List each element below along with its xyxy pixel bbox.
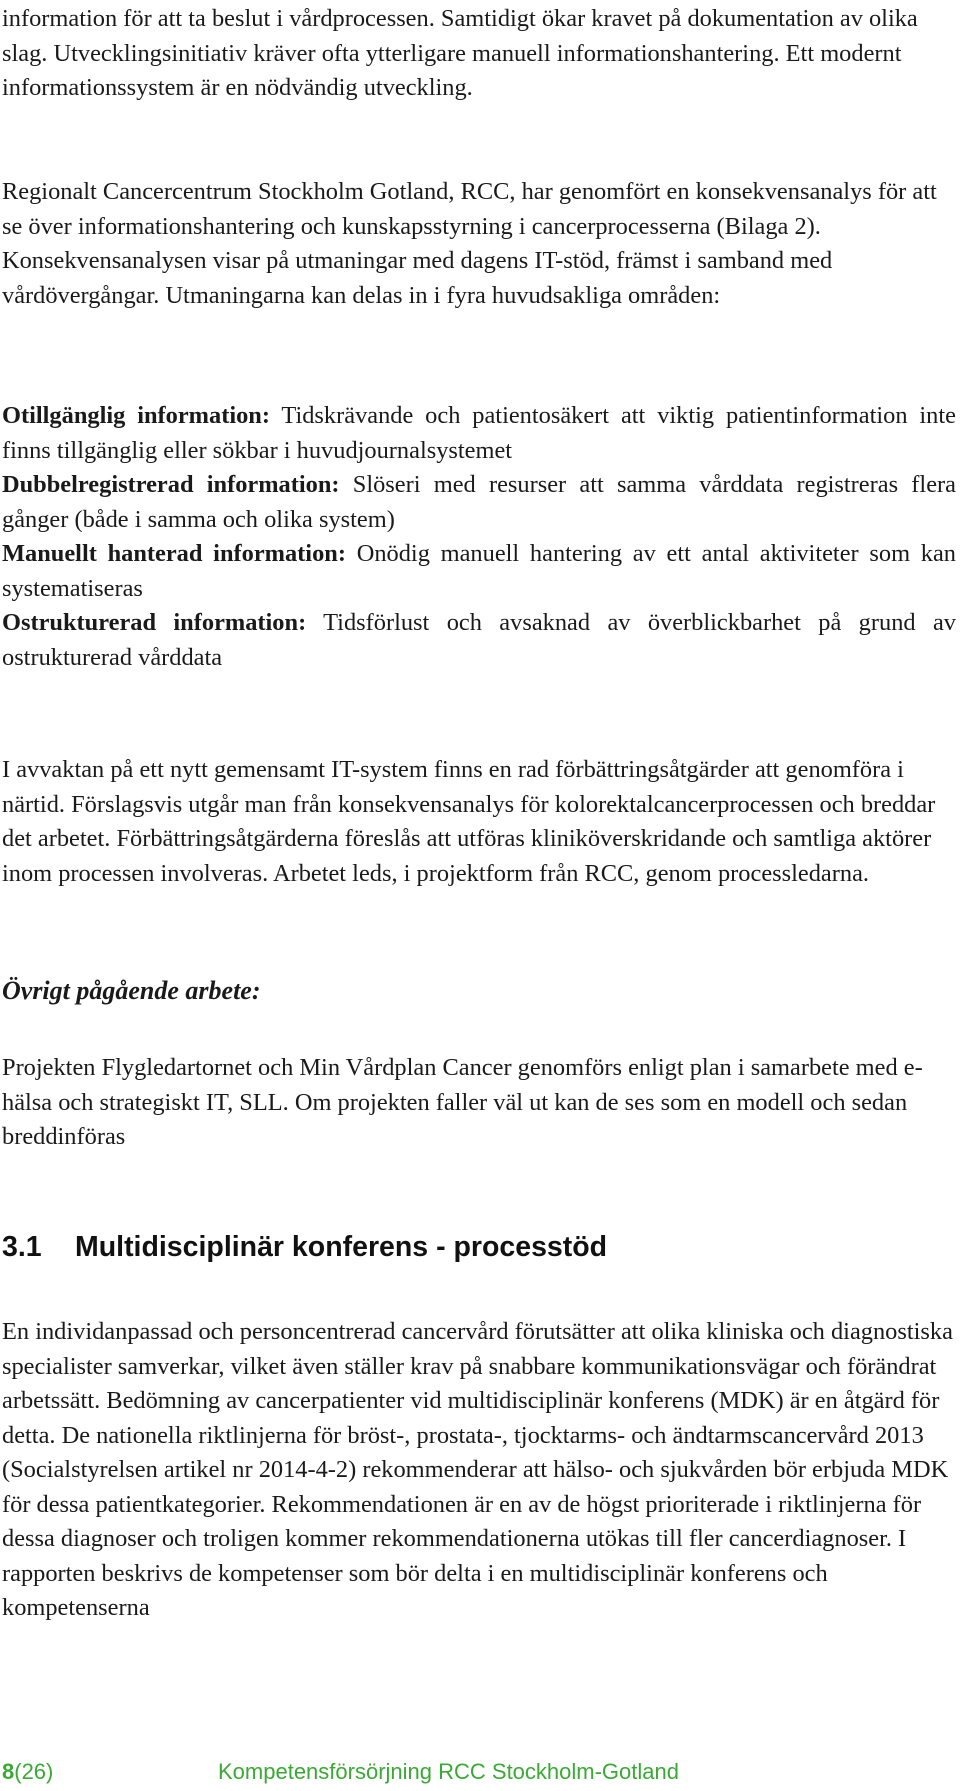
challenge-text: Slöseri med resurser att samma vårddata registreras flera gånger (både i samma och olika system): [2, 471, 956, 533]
challenge-term: Otillgänglig information:: [2, 402, 270, 429]
challenge-term: Manuellt hanterad information:: [2, 540, 346, 567]
challenge-text: Tidskrävande och patientosäkert att viktig patientinformation inte finns tillgänglig eller sökbar i huvudjournalsystemet: [2, 402, 956, 464]
footer-title: Kompetensförsörjning RCC Stockholm-Gotland: [218, 1759, 679, 1784]
section-title: Multidisciplinär konferens - processtöd: [75, 1231, 608, 1263]
challenge-text: Onödig manuell hantering av ett antal aktiviteter som kan systematiseras: [2, 540, 956, 602]
challenge-term: Ostrukturerad information:: [2, 609, 307, 636]
ongoing-work-subheading: Övrigt pågående arbete:: [2, 976, 261, 1005]
challenge-list: [2, 399, 956, 675]
section-heading: [2, 1229, 607, 1265]
challenge-item: [2, 606, 956, 675]
projects-paragraph: Projekten Flygledartornet och Min Vårdplan Cancer genomförs enligt plan i samarbete med e-hälsa och strategiskt IT, SLL. Om projekten faller väl ut kan de ses som en modell och sedan breddinföras: [2, 1054, 923, 1150]
page-footer: [2, 1758, 942, 1786]
challenge-item: [2, 399, 956, 468]
mdk-paragraph: En individanpassad och personcentrerad cancervård förutsätter att olika kliniska och diagnostiska specialister samverkar, vilket även ställer krav på snabbare kommunikationsvägar och förändrat arbetssätt. Bedömning av cancerpatienter vid multidisciplinär konferens (MDK) är en åtgärd för detta. De nationella riktlinjerna för bröst-, prostata-, tjocktarms- och ändtarmscancervård 2013 (Socialstyrelsen artikel nr 2014-4-2) rekommenderar att hälso- och sjukvården bör erbjuda MDK för dessa patientkategorier. Rekommendationen är en av de högst prioriterade i riktlinjerna för dessa diagnoser och troligen kommer rekommendationerna utökas till fler cancerdiagnoser. I rapporten beskrivs de kompetenser som bör delta i en multidisciplinär konferens och kompetenserna: [2, 1318, 953, 1621]
challenge-text: Tidsförlust och avsaknad av överblickbarhet på grund av ostrukturerad vårddata: [2, 609, 956, 671]
improvements-paragraph: I avvaktan på ett nytt gemensamt IT-system finns en rad förbättringsåtgärder att genomföra i närtid. Förslagsvis utgår man från konsekvensanalys för kolorektalcancerprocessen och breddar det arbetet. Förbättringsåtgärderna föreslås att utföras kliniköverskridande och samtliga aktörer inom processen involveras. Arbetet leds, i projektform från RCC, genom processledarna.: [2, 756, 936, 887]
challenge-item: [2, 468, 956, 537]
rcc-analysis-paragraph: Regionalt Cancercentrum Stockholm Gotland, RCC, har genomfört en konsekvensanalys för att se över informationshantering och kunskapsstyrning i cancerprocesserna (Bilaga 2). Konsekvensanalysen visar på utmaningar med dagens IT-stöd, främst i samband med vårdövergångar. Utmaningarna kan delas in i fyra huvudsakliga områden:: [2, 178, 937, 309]
page-number-current: 8: [2, 1759, 15, 1784]
challenge-term: Dubbelregistrerad information:: [2, 471, 340, 498]
page-number-total: (26): [14, 1759, 54, 1784]
section-number: 3.1: [2, 1231, 42, 1263]
challenge-item: [2, 537, 956, 606]
intro-continued-paragraph: information för att ta beslut i vårdprocessen. Samtidigt ökar kravet på dokumentation av olika slag. Utvecklingsinitiativ kräver ofta ytterligare manuell informationshantering. Ett modernt informationssystem är en nödvändig utveckling.: [2, 5, 918, 101]
